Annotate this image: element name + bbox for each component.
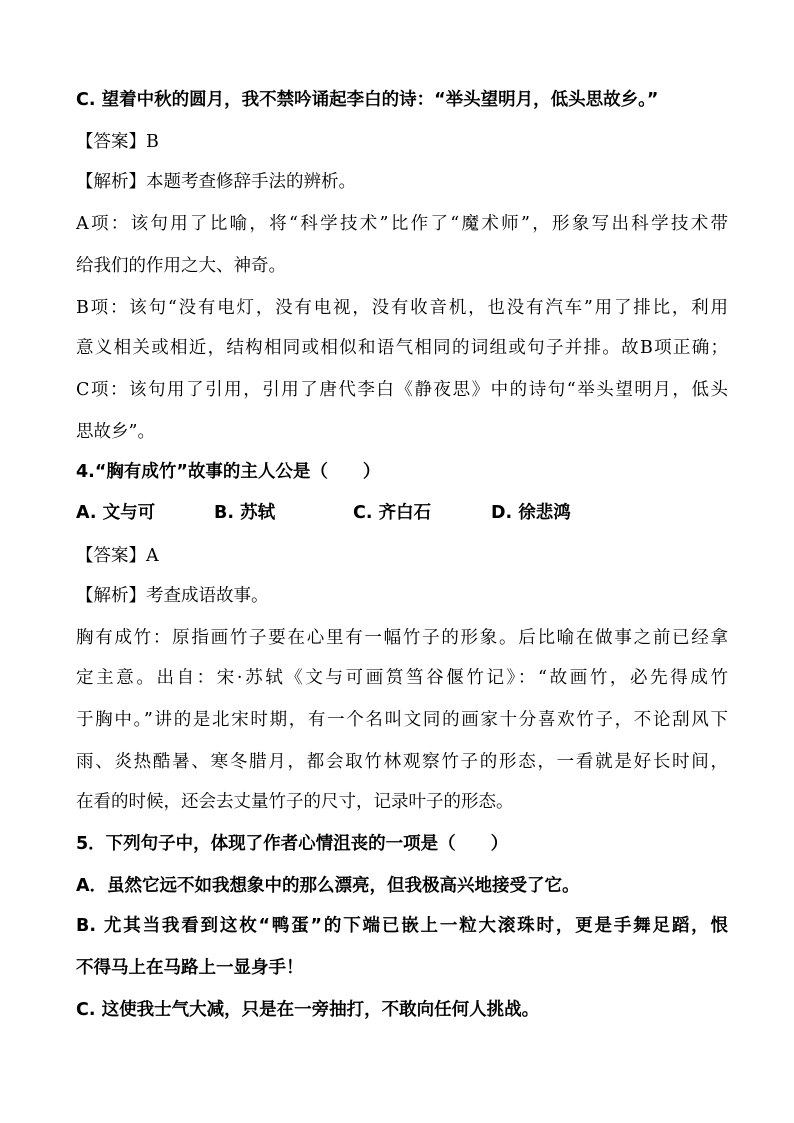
q4-analysis-line2: 定主意。出自：宋·苏轼《文与可画筼筜谷偃竹记》：“故画竹，必先得成竹 xyxy=(76,668,728,688)
q5-option-b-line2: 不得马上在马路上一显身手！ xyxy=(76,958,304,978)
q4-question: 4.“胸有成竹”故事的主人公是（ ） xyxy=(76,462,381,482)
q3-analysis-b-line2: 意义相关或相近，结构相同或相似和语气相同的词组或句子并排。故B项正确； xyxy=(76,338,728,358)
q3-analysis-a-line2: 给我们的作用之大、神奇。 xyxy=(76,256,286,276)
q5-option-a: A．虽然它远不如我想象中的那么漂亮，但我极高兴地接受了它。 xyxy=(76,876,580,896)
q4-analysis-line3: 于胸中。”讲的是北宋时期，有一个名叫文同的画家十分喜欢竹子，不论刮风下 xyxy=(76,710,728,730)
q3-analysis-c-line2: 思故乡”。 xyxy=(76,422,155,442)
q3-answer: 【答案】B xyxy=(76,132,159,152)
q4-analysis-line5: 在看的时候，还会去丈量竹子的尺寸，记录叶子的形态。 xyxy=(76,792,514,812)
q4-option-c: C. 齐白石 xyxy=(353,503,432,523)
q5-option-b-line1: B. 尤其当我看到这枚“鸭蛋”的下端已嵌上一粒大滚珠时，更是手舞足蹈，恨 xyxy=(76,916,728,936)
q4-analysis-line4: 雨、炎热酷暑、寒冬腊月，都会取竹林观察竹子的形态，一看就是好长时间， xyxy=(76,752,728,772)
q4-analysis-heading: 【解析】考查成语故事。 xyxy=(76,586,269,606)
q3-analysis-heading: 【解析】本题考查修辞手法的辨析。 xyxy=(76,172,356,192)
q3-option-c: C. 望着中秋的圆月，我不禁吟诵起李白的诗：“举头望明月，低头思故乡。” xyxy=(76,90,659,110)
q4-option-b: B. 苏轼 xyxy=(214,503,276,523)
q5-question: 5．下列句子中，体现了作者心情沮丧的一项是（ ） xyxy=(76,834,509,854)
q4-option-d: D. 徐悲鸿 xyxy=(491,503,571,523)
q4-answer: 【答案】A xyxy=(76,546,159,566)
q4-options-row xyxy=(76,501,728,525)
q5-option-c: C. 这使我士气大减，只是在一旁抽打，不敢向任何人挑战。 xyxy=(76,1000,540,1020)
q3-analysis-c-line1: C项：该句用了引用，引用了唐代李白《静夜思》中的诗句“举头望明月，低头 xyxy=(76,380,728,400)
q4-analysis-line1: 胸有成竹：原指画竹子要在心里有一幅竹子的形象。后比喻在做事之前已经拿 xyxy=(76,628,728,648)
q3-analysis-a-line1: A项：该句用了比喻，将“科学技术”比作了“魔术师”，形象写出科学技术带 xyxy=(76,214,728,234)
q4-option-a: A. 文与可 xyxy=(76,503,156,523)
q3-analysis-b-line1: B项：该句“没有电灯，没有电视，没有收音机，也没有汽车”用了排比，利用 xyxy=(76,298,728,318)
